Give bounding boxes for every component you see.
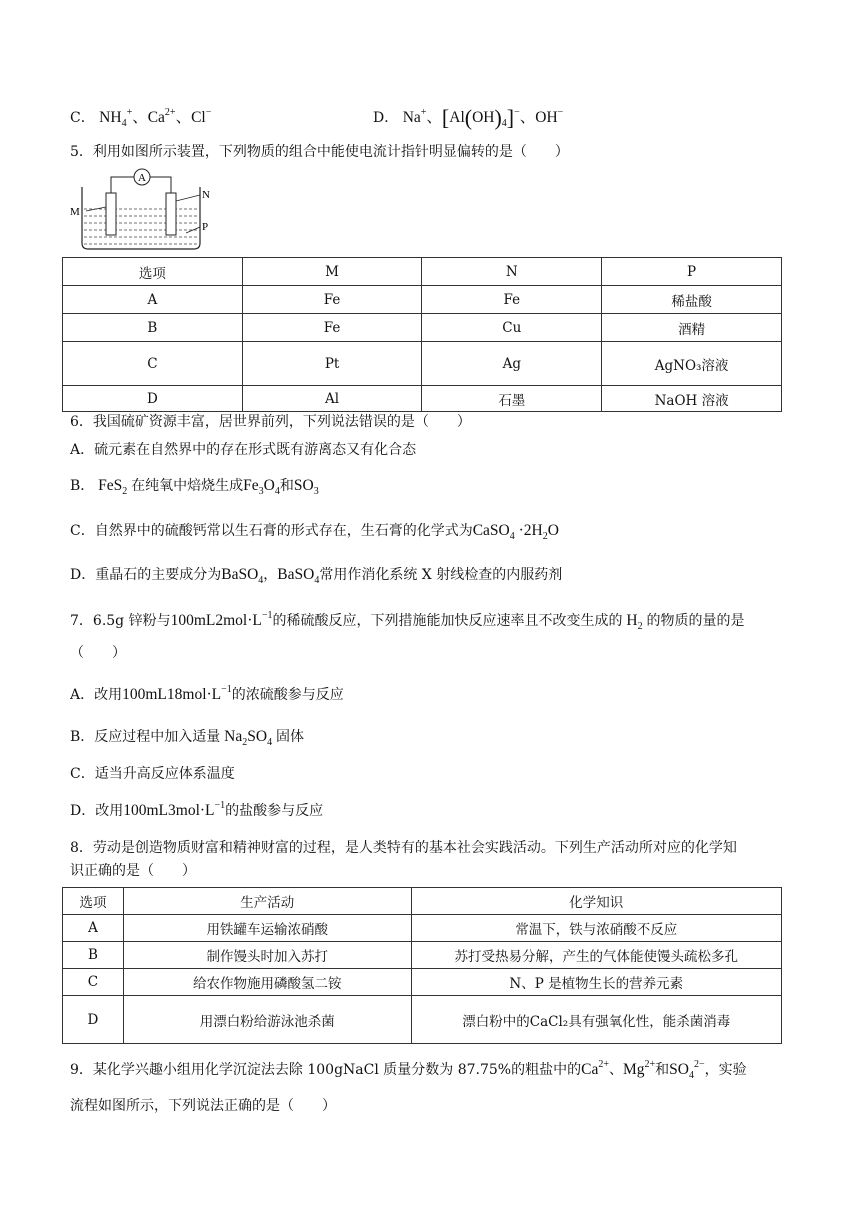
- table-row: D Al 石墨 NaOH 溶液: [63, 386, 782, 412]
- table-row: B Fe Cu 酒精: [63, 314, 782, 342]
- q7-option-c: C．适当升高反应体系温度: [70, 766, 235, 782]
- table-row: 选项 M N P: [63, 258, 782, 286]
- table-row: B 制作馒头时加入苏打 苏打受热易分解，产生的气体能使馒头疏松多孔: [63, 942, 782, 969]
- q8-stem-line1: 8．劳动是创造物质财富和精神财富的过程，是人类特有的基本社会实践活动。下列生产活动所对应的化学知: [70, 840, 737, 856]
- q8-table: [62, 887, 782, 1044]
- q6-option-b: B． FeS$_2$ 在纯氧中焙烧生成$Fe_3O_4$和$SO_3$: [70, 477, 319, 497]
- table-row: C 给农作物施用磷酸氢二铵 N、P 是植物生长的营养元素: [63, 969, 782, 996]
- table-row: C Pt Ag AgNO₃溶液: [63, 342, 782, 386]
- q9-stem-line1: 9．某化学兴趣小组用化学沉淀法去除 100gNaCl 质量分数为 87.75%的粗盐中的$Ca^{2+}$、$Mg^{2+}$和$SO_4^{2-}$，实验: [70, 1059, 747, 1081]
- q4-option-c-formula: $NH_4^+$、$Ca^{2+}$、Cl−: [99, 107, 212, 129]
- table-row: A Fe Fe 稀盐酸: [63, 286, 782, 314]
- electrolyte-p-label: P: [202, 221, 209, 233]
- q5-stem: 5．利用如图所示装置，下列物质的组合中能使电流计指针明显偏转的是（ ）: [70, 144, 569, 160]
- q6-option-d: D．重晶石的主要成分为BaSO$_4$，BaSO$_4$常用作消化系统 X 射线检查的内服药剂: [70, 566, 563, 586]
- q7-stem: 7．6.5g 锌粉与$100mL2mol\cdot L^{-1}$的稀硫酸反应，下列措施能加快反应速率且不改变生成的 $H_2$ 的物质的量的是: [70, 610, 745, 632]
- q6-option-a: A．硫元素在自然界中的存在形式既有游离态又有化合态: [70, 442, 417, 458]
- q5-table: [62, 257, 782, 412]
- q6-option-c: C．自然界中的硫酸钙常以生石膏的形式存在，生石膏的化学式为CaSO$_4$ $\cdot 2H_2O$: [70, 522, 559, 542]
- table-row: A 用铁罐车运输浓硝酸 常温下，铁与浓硝酸不反应: [63, 915, 782, 942]
- q4-option-d-formula: Na+、$[Al(OH)_4]^-$、OH−: [402, 105, 564, 130]
- q4-option-d: D． Na+、$[Al(OH)_4]^-$、OH−: [373, 105, 564, 130]
- galvanic-cell-diagram: [68, 165, 218, 255]
- q7-option-d: D．改用$100mL3mol\cdot L^{-1}$的盐酸参与反应: [70, 800, 324, 819]
- q7-option-b: B．反应过程中加入适量 $Na_2SO_4$ 固体: [70, 728, 304, 748]
- q7-option-a: A．改用$100mL18mol\cdot L^{-1}$的浓硫酸参与反应: [70, 684, 344, 703]
- ammeter-label: A: [138, 172, 146, 184]
- table-row: D 用漂白粉给游泳池杀菌 漂白粉中的CaCl₂具有强氧化性，能杀菌消毒: [63, 996, 782, 1044]
- q6-stem: 6．我国硫矿资源丰富，居世界前列，下列说法错误的是（ ）: [70, 414, 471, 430]
- q4-option-c: C． $NH_4^+$、$Ca^{2+}$、Cl−: [70, 107, 212, 129]
- q9-stem-line2: 流程如图所示，下列说法正确的是（ ）: [70, 1098, 336, 1114]
- table-row: 选项 生产活动 化学知识: [63, 888, 782, 915]
- electrode-n-label: N: [202, 189, 210, 201]
- q7-stem-paren: （ ）: [70, 645, 126, 661]
- q8-stem-line2: 识正确的是（ ）: [70, 863, 196, 879]
- electrode-m-label: M: [70, 206, 80, 218]
